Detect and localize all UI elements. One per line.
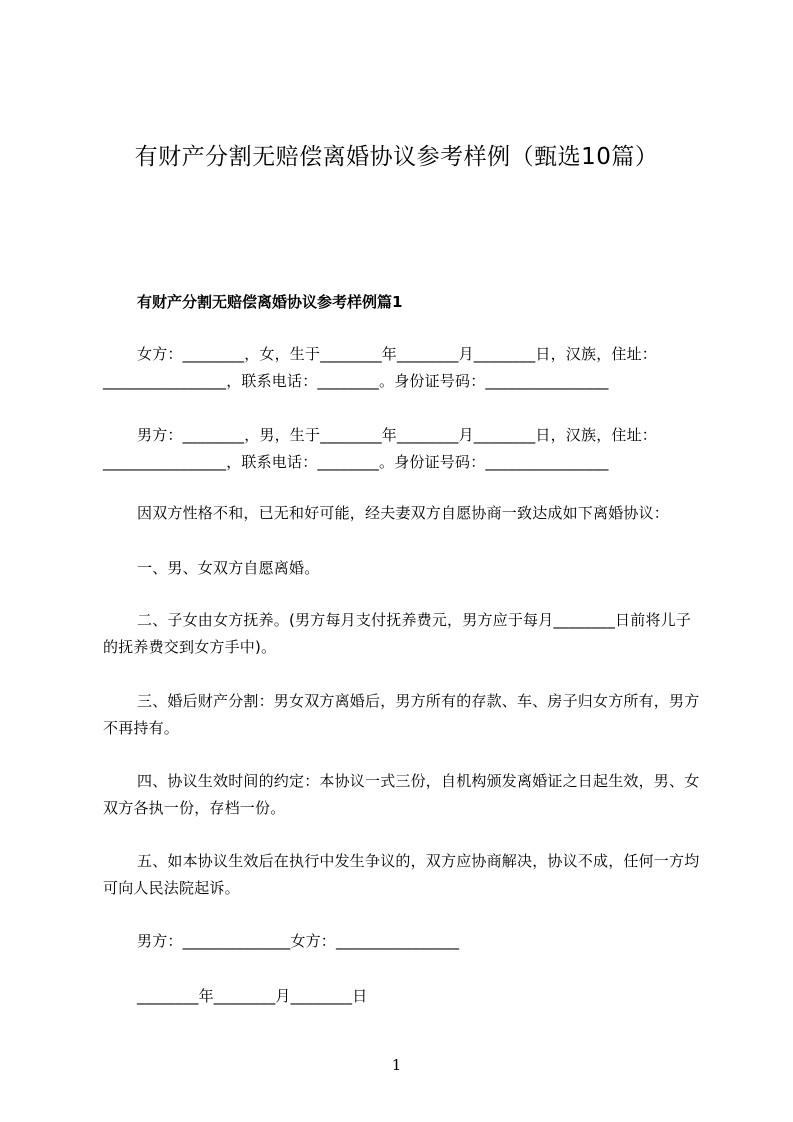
wife-info-paragraph: 女方：________，女，生于________年________月________日，汉族，住址：________________，联系电话：________。身份证号码：________________ [103,345,658,390]
clause-5-paragraph: 五、如本协议生效后在执行中发生争议的，双方应协商解决，协议不成，任何一方均可向人民法院起诉。 [103,852,700,897]
page-number: 1 [391,1056,402,1074]
date-line: ________年________月________日 [137,987,368,1005]
clause-3-paragraph: 三、婚后财产分割：男女双方离婚后，男方所有的存款、车、房子归女方所有，男方不再持有。 [103,692,700,737]
signature-line: 男方：______________女方：________________ [137,932,460,950]
section-heading: 有财产分割无赔偿离婚协议参考样例篇1 [137,293,403,311]
clause-2-paragraph: 二、子女由女方抚养。(男方每月支付抚养费元，男方应于每月________日前将儿子的抚养费交到女方手中)。 [103,611,692,656]
intro-paragraph: 因双方性格不和，已无和好可能，经夫妻双方自愿协商一致达成如下离婚协议： [137,504,670,522]
document-title: 有财产分割无赔偿离婚协议参考样例（甄选10篇） [134,144,659,170]
clause-1-paragraph: 一、男、女双方自愿离婚。 [137,559,320,577]
husband-info-paragraph: 男方：________，男，生于________年________月________日，汉族，住址：________________，联系电话：________。身份证号码：________________ [103,426,658,471]
clause-4-paragraph: 四、协议生效时间的约定：本协议一式三份，自机构颁发离婚证之日起生效，男、女双方各执一份，存档一份。 [103,772,700,817]
